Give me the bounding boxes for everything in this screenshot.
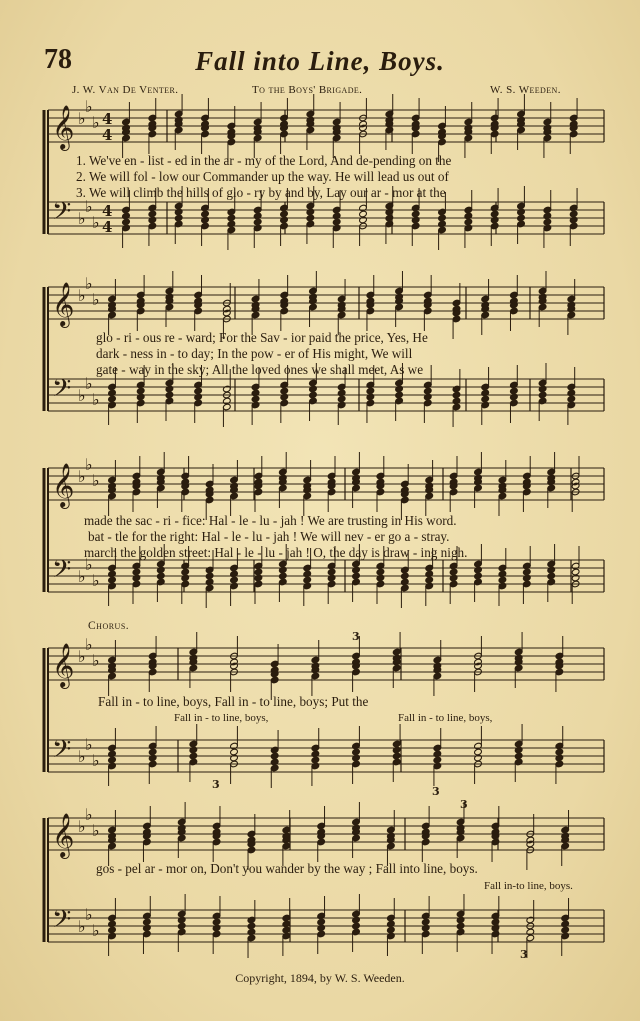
time-signature: 4 <box>102 202 113 220</box>
chorus-label: Chorus. <box>88 620 130 632</box>
bass-clef: 𝄢 <box>52 735 72 770</box>
flat-sign: ♭ <box>92 821 100 840</box>
time-signature: 4 <box>102 218 113 236</box>
flat-sign: ♭ <box>85 274 93 293</box>
flat-sign: ♭ <box>85 555 93 574</box>
page-number: 78 <box>44 44 72 75</box>
copyright-notice: Copyright, 1894, by W. S. Weeden. <box>235 971 405 985</box>
flat-sign: ♭ <box>92 651 100 670</box>
flat-sign: ♭ <box>92 390 100 409</box>
verse-3-line-2: gate - way in the sky; All the loved ones we shall meet, As we <box>96 362 424 377</box>
verse-1-line-2: glo - ri - ous re - ward; For the Sav - ior paid the price, Yes, He <box>96 330 428 345</box>
treble-clef: 𝄞 <box>52 813 75 857</box>
triplet-mark: 3 <box>352 630 360 643</box>
lyricist-credit: J. W. Van De Venter. <box>72 84 179 96</box>
verse-2-line-2: dark - ness in - to day; In the pow - er of His might, We will <box>96 346 413 361</box>
treble-clef: 𝄞 <box>52 643 75 687</box>
bass-clef: 𝄢 <box>52 555 72 590</box>
flat-sign: ♭ <box>85 197 93 216</box>
flat-sign: ♭ <box>92 471 100 490</box>
triplet-mark: 3 <box>520 948 528 961</box>
flat-sign: ♭ <box>85 635 93 654</box>
hymn-title: Fall into Line, Boys. <box>195 46 445 76</box>
flat-sign: ♭ <box>78 109 86 128</box>
flat-sign: ♭ <box>78 209 86 228</box>
flat-sign: ♭ <box>78 567 86 586</box>
flat-sign: ♭ <box>92 921 100 940</box>
flat-sign: ♭ <box>92 290 100 309</box>
time-signature: 4 <box>102 110 113 128</box>
flat-sign: ♭ <box>85 805 93 824</box>
flat-sign: ♭ <box>85 374 93 393</box>
flat-sign: ♭ <box>78 286 86 305</box>
flat-sign: ♭ <box>78 386 86 405</box>
flat-sign: ♭ <box>78 647 86 666</box>
bass-clef: 𝄢 <box>52 197 72 232</box>
chorus-line-1-echo-a: Fall in - to line, boys, <box>174 712 269 724</box>
chorus-line-2: gos - pel ar - mor on, Don't you wander by the way ; Fall into line, boys. <box>96 861 478 876</box>
flat-sign: ♭ <box>92 751 100 770</box>
treble-clef: 𝄞 <box>52 463 75 507</box>
verse-3-line-3: march the golden street: Hal - le - lu - jah ! O, the day is draw - ing nigh. <box>84 545 468 560</box>
chorus-line-1-echo-b: Fall in - to line, boys, <box>398 712 493 724</box>
flat-sign: ♭ <box>85 455 93 474</box>
verse-2-line-3: bat - tle for the right: Hal - le - lu - jah ! We will nev - er go a - stray. <box>88 529 450 544</box>
triplet-mark: 3 <box>432 785 440 798</box>
bass-clef: 𝄢 <box>52 905 72 940</box>
dedication: To the Boys' Brigade. <box>252 84 363 96</box>
flat-sign: ♭ <box>92 213 100 232</box>
flat-sign: ♭ <box>85 97 93 116</box>
composer-credit: W. S. Weeden. <box>490 84 561 96</box>
flat-sign: ♭ <box>85 905 93 924</box>
flat-sign: ♭ <box>78 467 86 486</box>
triplet-mark: 3 <box>460 798 468 811</box>
verse-3-line-1: 3. We will climb the hills of glo - ry by and by, Lay our ar - mor at the <box>76 185 446 200</box>
flat-sign: ♭ <box>92 571 100 590</box>
chorus-line-2-echo: Fall in-to line, boys. <box>484 880 573 892</box>
verse-1-line-1: 1. We've en - list - ed in the ar - my of the Lord, And de-pending on the <box>76 153 452 168</box>
flat-sign: ♭ <box>78 817 86 836</box>
flat-sign: ♭ <box>85 735 93 754</box>
flat-sign: ♭ <box>78 747 86 766</box>
flat-sign: ♭ <box>78 917 86 936</box>
verse-2-line-1: 2. We will fol - low our Commander up the way. He will lead us out of <box>76 169 449 184</box>
verse-1-line-3: made the sac - ri - fice: Hal - le - lu - jah ! We are trusting in His word. <box>84 513 457 528</box>
treble-clef: 𝄞 <box>52 282 75 326</box>
flat-sign: ♭ <box>92 113 100 132</box>
bass-clef: 𝄢 <box>52 374 72 409</box>
triplet-mark: 3 <box>212 778 220 791</box>
time-signature: 4 <box>102 126 113 144</box>
treble-clef: 𝄞 <box>52 105 75 149</box>
chorus-line-1: Fall in - to line, boys, Fall in - to line, boys; Put the <box>98 694 369 709</box>
